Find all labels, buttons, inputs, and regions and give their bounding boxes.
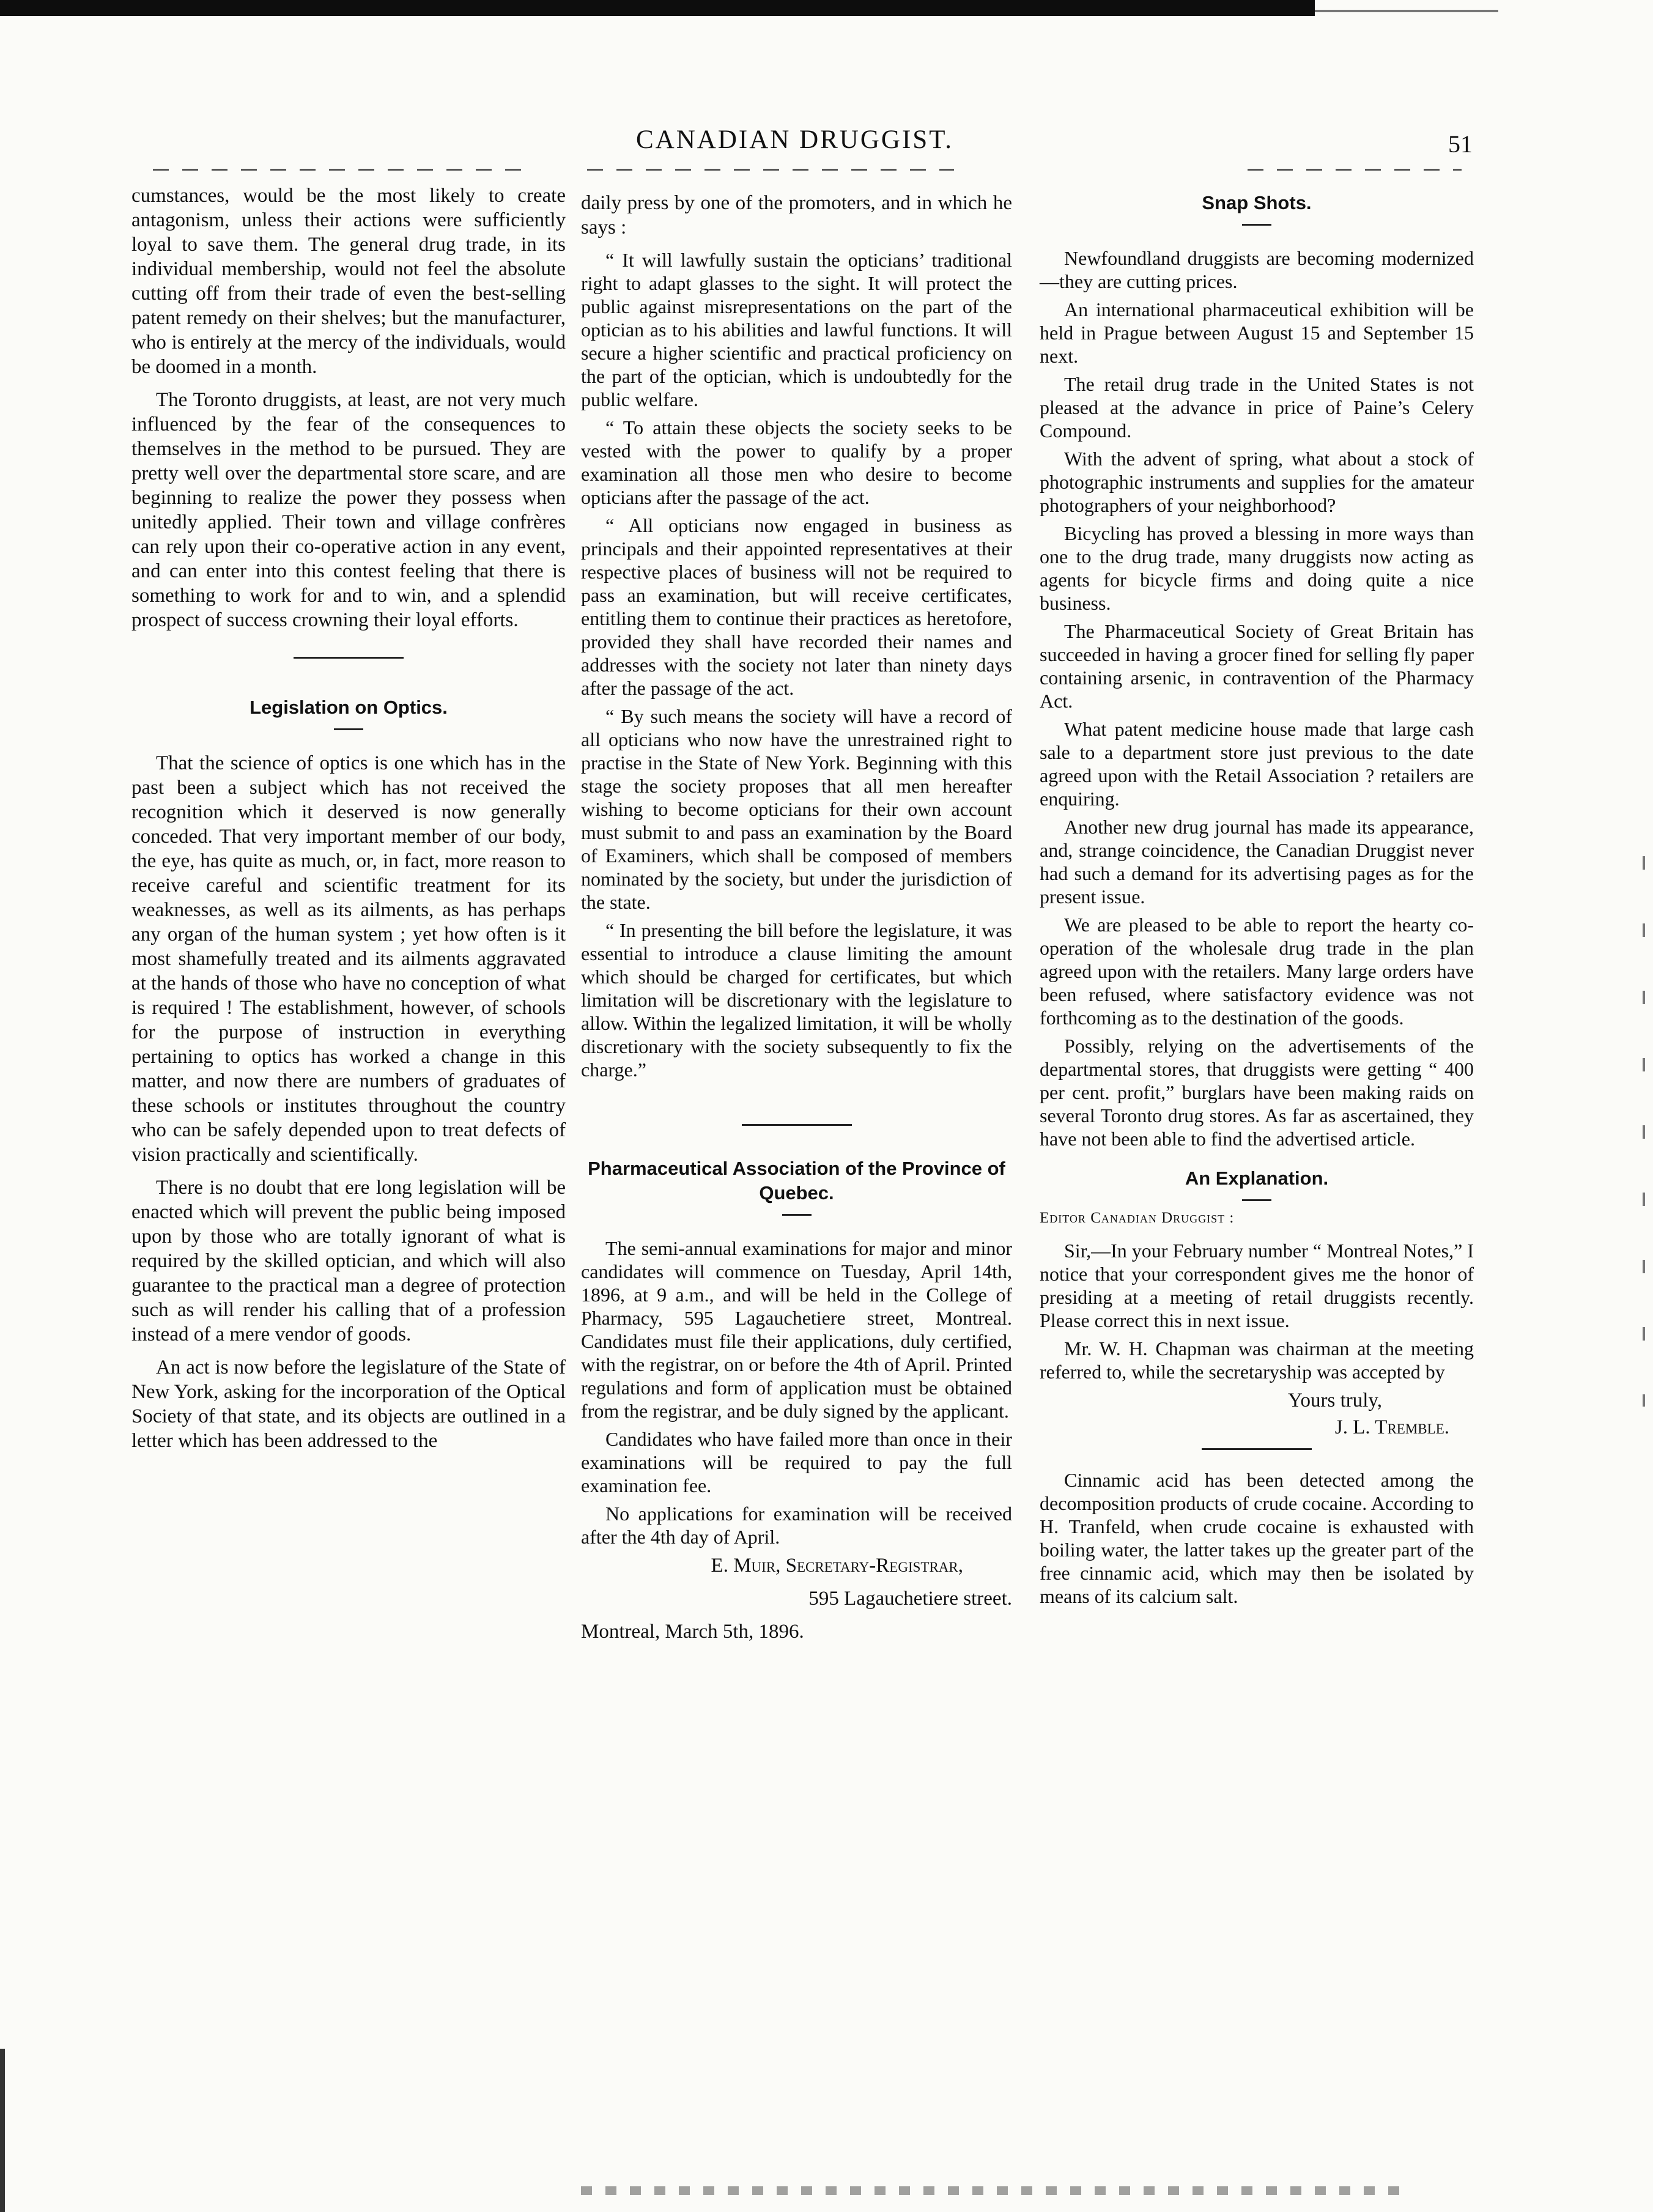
- section-divider: [1202, 1448, 1312, 1450]
- scan-left-edge: [0, 2049, 5, 2212]
- snap-shot-item: Bicycling has proved a blessing in more ways than one to the drug trade, many druggists now acting as agents for bicycle firms and doing quite a nice business.: [1040, 522, 1474, 614]
- paragraph: cumstances, would be the most likely to create antagonism, unless their actions were sufficiently loyal to save them. The general drug trade, in its individual membership, would not feel the absolute cutting off from their trade of even the best-selling patent remedy on their shelves; but the manufacturer, who is entirely at the mercy of the individuals, would be doomed in a month.: [131, 185, 566, 378]
- scan-top-bar-tail: [1315, 10, 1498, 12]
- paragraph: Cinnamic acid has been detected among the decomposition products of crude cocaine. According to H. Tranfeld, when crude cocaine is exhausted with boiling water, the latter takes up the greater part of the free cinnamic acid, which may then be isolated by means of its calcium salt.: [1040, 1469, 1474, 1607]
- letter-paragraph: Mr. W. H. Chapman was chairman at the meeting referred to, while the secretaryship was accepted by: [1040, 1337, 1474, 1383]
- paragraph: daily press by one of the promoters, and in which he says :: [581, 192, 1012, 239]
- heading-rule: [782, 1214, 812, 1216]
- dateline: Montreal, March 5th, 1896.: [581, 1621, 804, 1643]
- paragraph: The semi-annual examinations for major and minor candidates will commence on Tuesday, April 14th, 1896, at 9 a.m., and will be held in the College of Pharmacy, 595 Lagauchetiere street, Montreal. Candidates must file their applications, duly certified, with the registrar, on or before the 4th of April. Printed regulations and form of application must be obtained from the registrar, and be duly signed by the applicant.: [581, 1237, 1012, 1422]
- heading-rule: [1242, 224, 1271, 226]
- snap-shot-item: The retail drug trade in the United States is not pleased at the advance in price of Paine’s Celery Compound.: [1040, 373, 1474, 442]
- snap-shot-item: Possibly, relying on the advertisements of the departmental stores, that druggists were getting “ 400 per cent. profit,” burglars have been making raids on several Toronto drug stores. As far as ascertained, they have not been able to find the advertised article.: [1040, 1035, 1474, 1150]
- letter-paragraph: Sir,—In your February number “ Montreal Notes,” I notice that your correspondent gives me the honor of presiding at a meeting of retail druggists recently. Please correct this in next issue.: [1040, 1240, 1474, 1331]
- header-rule-middle: [587, 169, 954, 171]
- column-right: [1040, 191, 1474, 1613]
- header-rule-right: [1248, 169, 1462, 171]
- quote-paragraph: “ In presenting the bill before the legislature, it was essential to introduce a clause limiting the amount which should be charged for certificates, but which limitation will be discretionary with the legislature to allow. Within the legalized limitation, it will be wholly discretionary with the society subsequently to fix the charge.”: [581, 919, 1012, 1081]
- salutation: Editor Canadian Druggist :: [1040, 1210, 1235, 1226]
- snap-shot-item: An international pharmaceutical exhibition will be held in Prague between August 15 and September 15 next.: [1040, 298, 1474, 367]
- quote-paragraph: “ By such means the society will have a record of all opticians who now have the unrestrained right to practise in the State of New York. Beginning with this stage the society proposes that all men hereafter wishing to become opticians for their own account must submit to and pass an examination by the Board of Examiners, which shall be composed of members nominated by the society, but under the jurisdiction of the state.: [581, 705, 1012, 913]
- section-divider: [742, 1124, 852, 1126]
- scan-bottom-noise: [581, 2186, 1407, 2195]
- quote-paragraph: “ It will lawfully sustain the opticians’ traditional right to adapt glasses to the sight. It will protect the public against misrepresentations on the part of the optician as to his abilities and lawful functions. It will secure a higher scientific and practical proficiency on the part of the optician, which is undoubtedly for the public welfare.: [581, 249, 1012, 410]
- paragraph: There is no doubt that ere long legislation will be enacted which will prevent the public being imposed upon by those who are totally ignorant of what is required by the skilled optician, and which will also guarantee to the practical man a degree of protection such as will render his calling that of a profession instead of a mere vendor of goods.: [131, 1177, 566, 1345]
- quote-paragraph: “ To attain these objects the society seeks to be vested with the power to qualify by a proper examination all those men who desire to become opticians after the passage of the act.: [581, 416, 1012, 508]
- signature: E. Muir, Secretary-Registrar,: [711, 1555, 963, 1577]
- snap-shot-item: Newfoundland druggists are becoming modernized—they are cutting prices.: [1040, 247, 1474, 292]
- paragraph: An act is now before the legislature of the State of New York, asking for the incorporation of the Optical Society of that state, and its objects are outlined in a letter which has been addressed to the: [131, 1356, 566, 1452]
- snap-shot-item: What patent medicine house made that large cash sale to a department store just previous to the date agreed upon with the Retail Association ? retailers are enquiring.: [1040, 718, 1474, 810]
- section-heading-quebec: Pharmaceutical Association of the Province of Quebec.: [588, 1158, 1005, 1204]
- paragraph: The Toronto druggists, at least, are not very much influenced by the fear of the consequences to themselves in the method to be pursued. They are pretty well over the departmental store scare, and are beginning to realize the power they possess when unitedly applied. Their town and village confrères can rely upon their co-operative action in any event, and can enter into this contest feeling that there is something to work for and to win, and a splendid prospect of success crowning their loyal efforts.: [131, 389, 566, 631]
- column-middle: [581, 191, 1012, 1652]
- scan-right-edge-marks: [1643, 856, 1645, 1407]
- paragraph: That the science of optics is one which has in the past been a subject which has not received the recognition which it deserved is now generally conceded. That very important member of our body, the eye, has quite as much, or, in fact, more reason to receive careful and scientific treatment for its weaknesses, as well as its ailments, as has perhaps any organ of the human system ; yet how often is it most shamefully treated and its ailments aggravated at the hands of those who have no conception of what is required ! The establishment, however, of schools for the purpose of instruction in everything pertaining to optics has worked a change in this matter, and now there are numbers of graduates of these schools or institutes throughout the country who can be safely depended upon to treat defects of vision practically and scientifically.: [131, 752, 566, 1166]
- paragraph: Candidates who have failed more than once in their examinations will be required to pay the full examination fee.: [581, 1428, 1012, 1496]
- snap-shot-item: We are pleased to be able to report the hearty co-operation of the wholesale drug trade in the plan agreed upon with the retailers. Many large orders have been refused, where satisfactory evidence was not forthcoming as to the destination of the goods.: [1040, 914, 1474, 1029]
- section-divider: [294, 657, 404, 659]
- section-heading-snap-shots: Snap Shots.: [1202, 192, 1312, 213]
- column-left: [131, 183, 566, 1462]
- page-number: 51: [1448, 130, 1473, 158]
- header-rule-left: [153, 169, 532, 171]
- letter-signature: J. L. Tremble.: [1334, 1416, 1449, 1438]
- signature-line: [581, 1553, 963, 1578]
- address-line: 595 Lagauchetiere street.: [808, 1588, 1012, 1610]
- heading-rule: [1242, 1199, 1271, 1201]
- section-heading-explanation: An Explanation.: [1185, 1167, 1329, 1189]
- quote-paragraph: “ All opticians now engaged in business as principals and their appointed representatives at their respective places of business will not be required to pass an examination, but will receive certificates, entitling them to continue their practices as heretofore, provided they shall have recorded their names and addresses with the society not later than ninety days after the passage of the act.: [581, 514, 1012, 699]
- heading-rule: [334, 728, 363, 730]
- snap-shot-item: With the advent of spring, what about a stock of photographic instruments and supplies for the amateur photographers of your neighborhood?: [1040, 448, 1474, 516]
- running-head: CANADIAN DRUGGIST.: [636, 125, 954, 154]
- scan-top-bar: [0, 0, 1315, 16]
- page-header: [0, 121, 1653, 170]
- paragraph: No applications for examination will be received after the 4th day of April.: [581, 1503, 1012, 1548]
- snap-shot-item: Another new drug journal has made its appearance, and, strange coincidence, the Canadian Druggist never had such a demand for its advertising pages as for the present issue.: [1040, 816, 1474, 908]
- letter-closing: Yours truly,: [1287, 1389, 1382, 1411]
- snap-shot-item: The Pharmaceutical Society of Great Britain has succeeded in having a grocer fined for selling fly paper containing arsenic, in contravention of the Pharmacy Act.: [1040, 620, 1474, 712]
- section-heading-optics: Legislation on Optics.: [250, 697, 448, 718]
